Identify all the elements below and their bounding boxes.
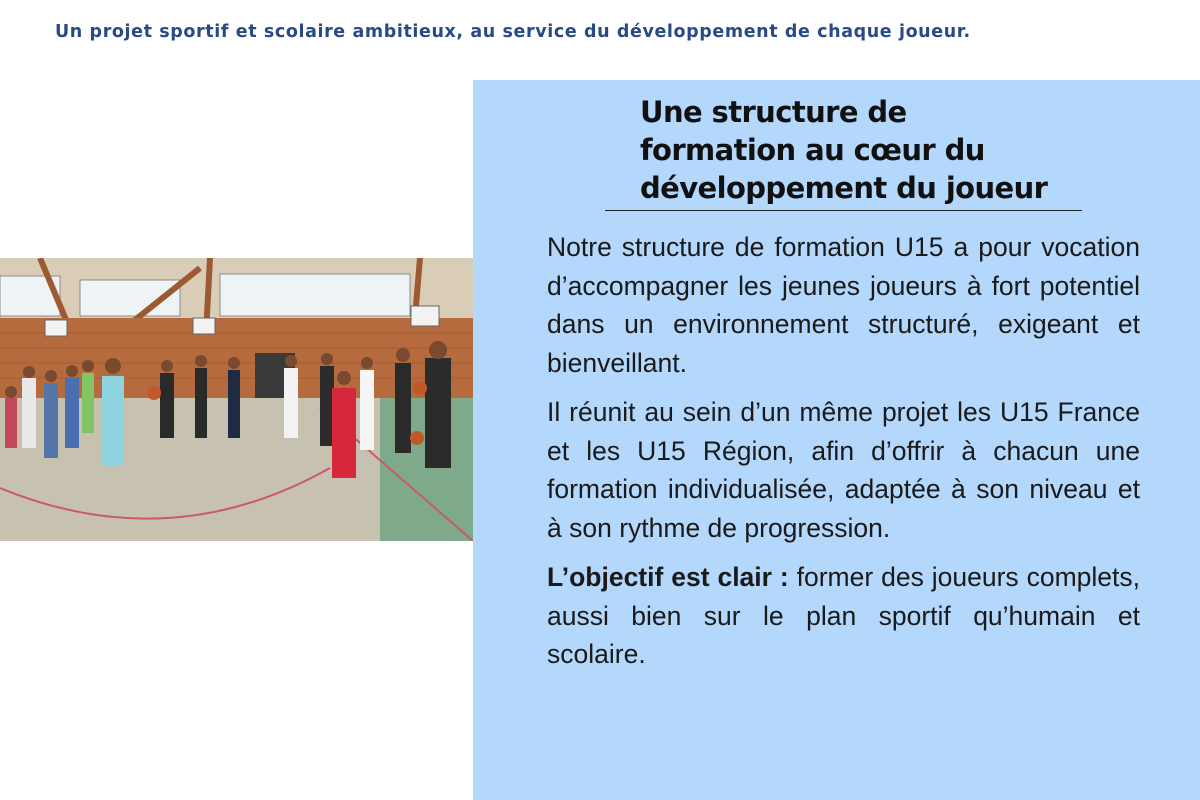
paragraph: Il réunit au sein d’un même projet les U15 France et les U15 Région, afin d’offrir à chacun une formation individualisée, adaptée à son niveau et à son rythme de progression. bbox=[547, 397, 1140, 543]
title-line: formation au cœur du bbox=[640, 133, 985, 167]
title-line: développement du joueur bbox=[640, 171, 1048, 205]
section-title bbox=[640, 93, 1080, 207]
title-line: Une structure de bbox=[640, 95, 907, 129]
objective-label: L’objectif est clair : bbox=[547, 562, 789, 592]
body-text bbox=[547, 228, 1140, 685]
title-divider bbox=[605, 210, 1082, 211]
tagline: Un projet sportif et scolaire ambitieux, au service du développement de chaque joueur. bbox=[55, 22, 971, 42]
basketball-team-photo bbox=[0, 258, 473, 541]
objective-paragraph bbox=[547, 558, 1140, 674]
paragraph: Notre structure de formation U15 a pour vocation d’accompagner les jeunes joueurs à fort potentiel dans un environnement structuré, exigeant et bienveillant. bbox=[547, 232, 1140, 378]
objective-text: former des joueurs complets, aussi bien sur le plan sportif qu’humain et scolaire. bbox=[547, 562, 1140, 669]
